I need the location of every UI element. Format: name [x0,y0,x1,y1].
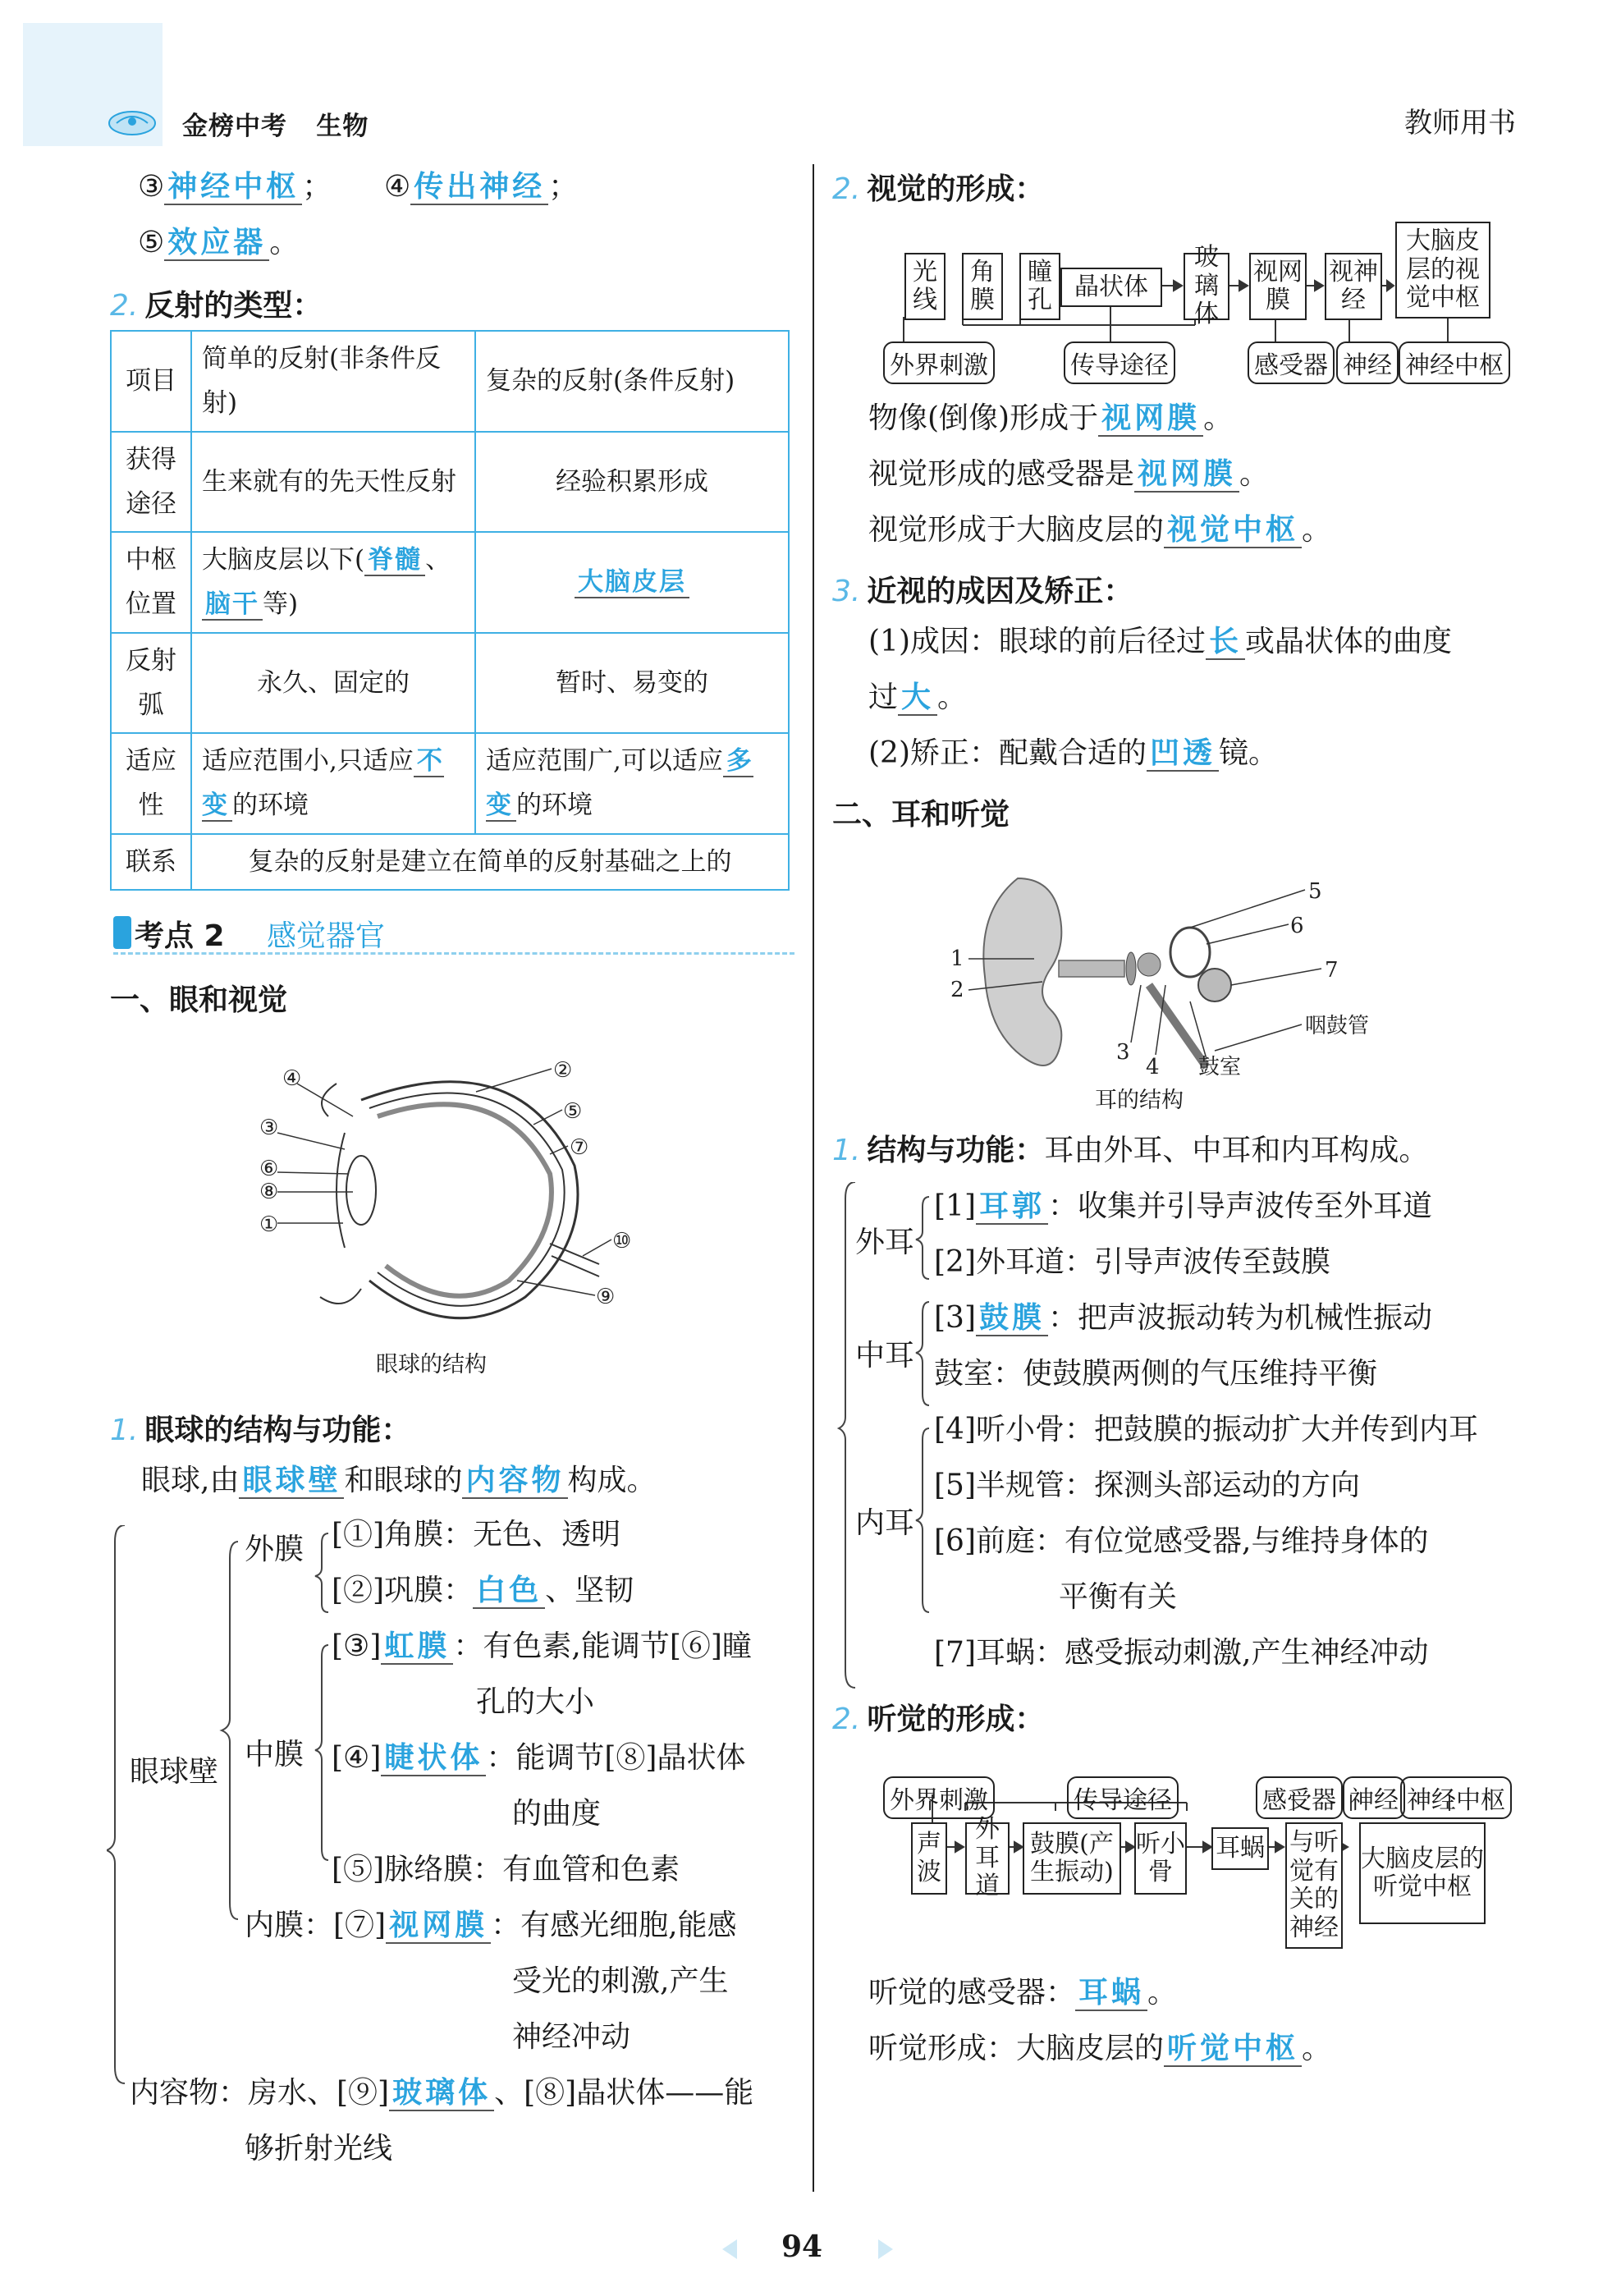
eye-label: ⑥ [259,1157,279,1181]
kaodian-badge [113,916,131,949]
table-cell: 适应性 [111,733,191,834]
tree-middle-layer: 中膜 [245,1738,304,1771]
table-row [111,633,789,734]
next-arrow-icon [878,2239,893,2259]
table-cell: 适应范围小,只适应 不变 的环境 [191,733,475,834]
hearing-receptor: 听觉的感受器： 耳蜗 。 [868,1975,1178,2010]
eye-label: ⑧ [259,1180,279,1204]
tree-contents-cont: 够折射光线 [245,2132,393,2165]
header-title: 金榜中考 生物 [182,112,369,141]
eye-label: ① [259,1212,279,1237]
table-cell: 适应范围广,可以适应 多变 的环境 [475,733,789,834]
table-row [111,532,789,633]
table-row [111,834,789,890]
column-divider [813,164,814,2192]
tree-cornea: [①]角膜：无色、透明 [332,1518,621,1551]
hear-tag-pathway: 传导途径 [1067,1776,1179,1819]
eye-label: ⑦ [570,1135,589,1160]
ear-tree-middle: 中耳 [855,1339,915,1373]
prev-arrow-icon [722,2239,737,2259]
tree-ciliary-cont: 的曲度 [512,1797,602,1831]
vis-tag-pathway: 传导途径 [1064,341,1175,384]
myopia-cause: (1)成因：眼球的前后径过 长 或晶状体的曲度 [868,624,1453,658]
logo-icon [107,105,158,138]
tree-iris-cont: 孔的大小 [476,1685,595,1719]
ear-label: 1 [950,946,964,971]
tree-eyewall: 眼球壁 [130,1755,219,1789]
vis-node-visual-center: 大脑皮层的视觉中枢 [1395,222,1490,319]
vis-node-optic-nerve: 视神经 [1325,253,1382,320]
vis-node-cornea: 角膜 [962,253,1003,320]
tree-retina-cont1: 受光的刺激,产生 [512,1964,729,1998]
table-row [111,432,789,533]
ear-label: 5 [1308,879,1322,904]
table-cell: 中枢位置 [111,532,191,633]
eye-label: ⑨ [596,1285,616,1309]
hear-tag-stimulus: 外界刺激 [883,1776,995,1819]
vis-node-lens: 晶状体 [1060,268,1162,307]
ear-label: 3 [1116,1040,1130,1065]
table-cell: 获得途径 [111,432,191,533]
tree-iris: [③] 虹膜 ：有色素,能调节[⑥]瞳 [332,1629,752,1663]
ear-label: 2 [950,978,964,1002]
section-eye-structure: 1. 眼球的结构与功能： [110,1414,411,1447]
ear-tree-outer: 外耳 [855,1226,915,1259]
hearing-formation: 听觉形成：大脑皮层的 听觉中枢 。 [868,2031,1332,2065]
hear-node-canal: 外耳道 [965,1822,1010,1895]
vis-tag-receptor: 感受器 [1248,341,1335,384]
answer-item-4: ④ 传出神经 ； [384,169,579,204]
hear-node-auditory-center: 大脑皮层的听觉中枢 [1359,1822,1486,1924]
answer-item-5: ⑤ 效应器 。 [138,225,300,259]
table-cell: 联系 [111,834,191,890]
eye-diagram [246,1051,640,1330]
vis-statement-3: 视觉形成于大脑皮层的 视觉中枢 。 [868,512,1332,547]
hear-node-nerve: 与听觉有关的神经 [1285,1822,1343,1949]
section-hearing-formation: 2. 听觉的形成： [832,1703,1045,1736]
eye-caption: 眼球的结构 [376,1352,487,1377]
ear-tree-pinna: [1] 耳郭 ：收集并引导声波传至外耳道 [934,1189,1433,1223]
table-cell: 简单的反射(非条件反射) [191,331,475,432]
ear-tree-vestibule: [6]前庭：有位觉感受器,与维持身体的 [934,1524,1429,1558]
ear-tree-canal: [2]外耳道：引导声波传至鼓膜 [934,1245,1330,1279]
table-cell: 大脑皮层以下( 脊髓 、脑干 等) [191,532,475,633]
hear-node-sound: 声波 [911,1822,947,1895]
table-cell: 永久、固定的 [191,633,475,734]
kaodian-title: 感觉器官 [267,919,386,953]
tree-sclera: [②]巩膜： 白色 、坚韧 [332,1573,634,1607]
vis-statement-2: 视觉形成的感受器是 视网膜 。 [868,456,1270,491]
vis-node-retina: 视网膜 [1249,253,1307,320]
table-cell: 暂时、易变的 [475,633,789,734]
ear-label: 4 [1146,1055,1160,1079]
table-row [111,733,789,834]
ear-tree-cochlea: [7]耳蜗：感受振动刺激,产生神经冲动 [934,1636,1429,1670]
hear-tag-nerve: 神经 [1343,1776,1405,1819]
ear-label: 7 [1325,958,1339,983]
part-ear-hearing: 二、耳和听觉 [832,798,1010,832]
part-eye-vision: 一、眼和视觉 [110,983,288,1017]
table-cell: 反射弧 [111,633,191,734]
tree-retina-cont2: 神经冲动 [512,2020,631,2054]
ear-caption: 耳的结构 [1095,1088,1184,1113]
page-number: 94 [781,2230,823,2264]
ear-tree-inner: 内耳 [855,1506,915,1540]
table-cell: 复杂的反射是建立在简单的反射基础之上的 [191,834,789,890]
tree-choroid: [⑤]脉络膜：有血管和色素 [332,1853,680,1886]
reflex-table [110,330,790,891]
vis-tag-center: 神经中枢 [1399,341,1510,384]
table-row [111,331,789,432]
table-cell: 经验积累形成 [475,432,789,533]
section-reflex-types: 2. 反射的类型： [110,289,323,323]
table-cell: 项目 [111,331,191,432]
table-cell: 复杂的反射(条件反射) [475,331,789,432]
hear-tag-receptor: 感受器 [1256,1776,1343,1819]
vis-node-vitreous: 玻璃体 [1184,253,1229,320]
myopia-correction: (2)矫正：配戴合适的 凹透 镜。 [868,736,1279,770]
vis-tag-stimulus: 外界刺激 [883,341,995,384]
eye-label: ④ [282,1066,302,1091]
answer-item-3: ③ 神经中枢 ； [138,169,332,204]
header-teacher-book: 教师用书 [1404,107,1516,140]
vis-statement-1: 物像(倒像)形成于 视网膜 。 [868,401,1234,435]
ear-tree-eardrum: [3] 鼓膜 ：把声波振动转为机械性振动 [934,1300,1433,1335]
ear-label: 鼓室 [1198,1055,1242,1079]
vis-node-pupil: 瞳孔 [1019,253,1060,320]
hear-node-cochlea: 耳蜗 [1211,1827,1269,1870]
eye-label: ② [553,1058,573,1083]
vis-tag-nerve: 神经 [1336,341,1399,384]
eye-label: ③ [259,1116,279,1140]
ear-tree-vestibule-cont: 平衡有关 [1059,1580,1178,1614]
table-cell: 大脑皮层 [475,532,789,633]
ear-structure-intro: 1. 结构与功能：耳由外耳、中耳和内耳构成。 [832,1134,1429,1167]
tree-outer-layer: 外膜 [245,1533,304,1566]
ear-tree-semicircular: [5]半规管：探测头部运动的方向 [934,1469,1360,1502]
ear-label: 咽鼓管 [1305,1014,1370,1038]
myopia-cause-cont: 过 大 。 [868,680,968,714]
ear-diagram [944,862,1403,1084]
table-cell: 生来就有的先天性反射 [191,432,475,533]
hear-tag-center: 神经中枢 [1400,1776,1512,1819]
eye-label: ⑩ [612,1229,632,1253]
ear-tree-tympanic: 鼓室：使鼓膜两侧的气压维持平衡 [934,1357,1378,1391]
tree-retina: 内膜：[⑦] 视网膜 ：有感光细胞,能感 [245,1908,737,1942]
vis-node-light: 光线 [904,253,946,320]
tree-contents: 内容物：房水、[⑨] 玻璃体 、[⑧]晶状体——能 [130,2075,754,2110]
kaodian-label: 考点 2 [135,919,225,953]
tree-ciliary-body: [④] 睫状体 ：能调节[⑧]晶状体 [332,1740,746,1775]
eye-label: ⑤ [563,1099,583,1124]
hear-node-ossicles: 听小骨 [1134,1822,1187,1895]
ear-tree-ossicles: [4]听小骨：把鼓膜的振动扩大并传到内耳 [934,1413,1478,1446]
eye-intro: 眼球,由 眼球壁 和眼球的 内容物 构成。 [141,1463,657,1497]
ear-label: 6 [1290,914,1304,938]
section-myopia: 3. 近视的成因及矫正： [832,575,1133,608]
section-vision-formation: 2. 视觉的形成： [832,172,1045,206]
hear-node-eardrum: 鼓膜(产生振动) [1023,1822,1121,1895]
